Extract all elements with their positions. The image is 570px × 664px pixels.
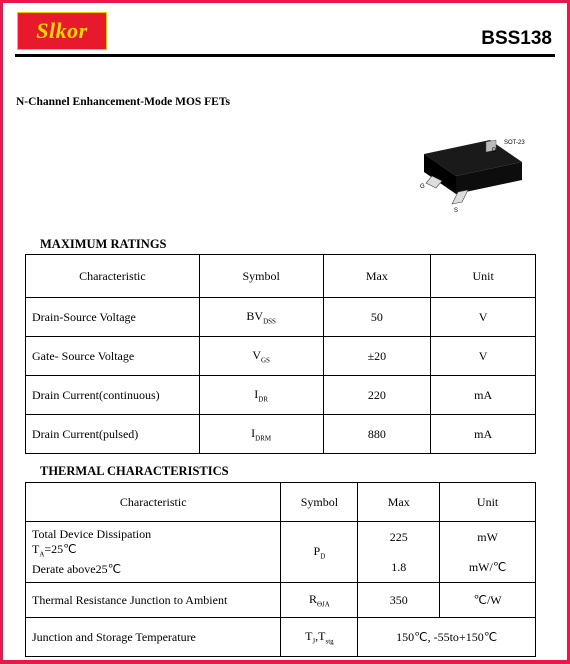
characteristic-cell: Thermal Resistance Junction to Ambient xyxy=(26,583,281,618)
table-header-row xyxy=(26,255,536,298)
package-label: SOT-23 xyxy=(504,140,525,146)
characteristic-cell: Gate- Source Voltage xyxy=(26,337,200,376)
pin-s-label: S xyxy=(454,208,459,214)
header-symbol: Symbol xyxy=(281,483,358,522)
table-row xyxy=(26,376,536,415)
characteristic-cell: Total Device Dissipation $T_A=25℃$ Derate above25℃ xyxy=(26,522,281,583)
max-ratings-table xyxy=(25,254,536,454)
symbol-cell: $I_{DR}$ xyxy=(199,376,323,415)
symbol-cell: $T_J,T_{stg}$ xyxy=(281,618,358,657)
brand-logo xyxy=(17,12,107,50)
max-cell: 50 xyxy=(323,298,431,337)
header-max: Max xyxy=(358,483,440,522)
unit-cell: mA xyxy=(431,376,536,415)
symbol-cell: $BV_{DSS}$ xyxy=(199,298,323,337)
sot23-package-illustration xyxy=(410,132,535,217)
unit-cell: ℃/W xyxy=(440,583,536,618)
table-header-row xyxy=(26,483,536,522)
unit-cell: mW mW/℃ xyxy=(440,522,536,583)
max-cell: ±20 xyxy=(323,337,431,376)
temperature-range-cell: 150℃, -55to+150℃ xyxy=(358,618,536,657)
max-cell: 220 xyxy=(323,376,431,415)
table-row xyxy=(26,415,536,454)
symbol-cell: $P_D$ xyxy=(281,522,358,583)
header-characteristic: Characteristic xyxy=(26,255,200,298)
table-row xyxy=(26,583,536,618)
symbol-cell: $V_{GS}$ xyxy=(199,337,323,376)
max-ratings-title: MAXIMUM RATINGS xyxy=(40,237,167,251)
pin-d-label: D xyxy=(492,148,497,154)
header-characteristic: Characteristic xyxy=(26,483,281,522)
characteristic-cell: Drain Current(continuous) xyxy=(26,376,200,415)
unit-cell: mA xyxy=(431,415,536,454)
header-symbol: Symbol xyxy=(199,255,323,298)
table-row xyxy=(26,618,536,657)
symbol-cell: $I_{DRM}$ xyxy=(199,415,323,454)
thermal-table xyxy=(25,482,536,657)
unit-cell: V xyxy=(431,298,536,337)
symbol-cell: $R_{\Theta JA}$ xyxy=(281,583,358,618)
characteristic-cell: Junction and Storage Temperature xyxy=(26,618,281,657)
table-row xyxy=(26,298,536,337)
thermal-title: THERMAL CHARACTERISTICS xyxy=(40,464,229,478)
characteristic-cell: Drain Current(pulsed) xyxy=(26,415,200,454)
max-cell: 350 xyxy=(358,583,440,618)
part-number: BSS138 xyxy=(481,28,552,49)
header-unit: Unit xyxy=(440,483,536,522)
header-max: Max xyxy=(323,255,431,298)
logo-text: Slkor xyxy=(36,18,88,43)
max-cell: 225 1.8 xyxy=(358,522,440,583)
table-row xyxy=(26,337,536,376)
unit-cell: V xyxy=(431,337,536,376)
header-unit: Unit xyxy=(431,255,536,298)
characteristic-cell: Drain-Source Voltage xyxy=(26,298,200,337)
device-subtitle: N-Channel Enhancement-Mode MOS FETs xyxy=(16,96,230,108)
pin-g-label: G xyxy=(420,184,425,190)
table-row xyxy=(26,522,536,583)
header-rule xyxy=(15,54,555,57)
max-cell: 880 xyxy=(323,415,431,454)
